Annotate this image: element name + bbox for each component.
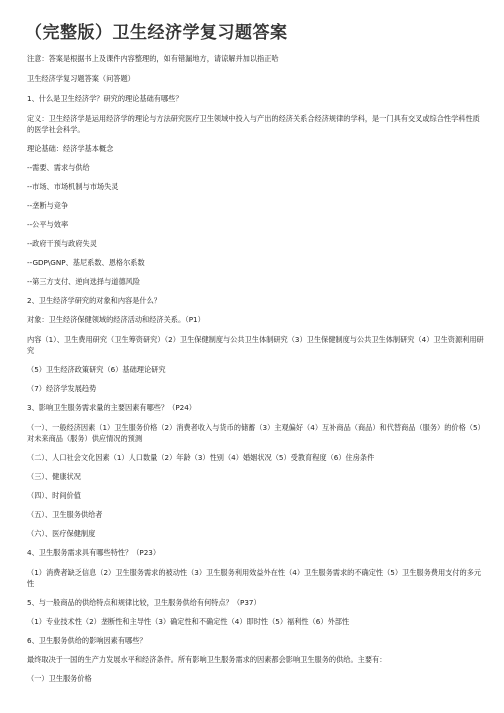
- question-5: 5、与一般商品的供给特点和规律比较，卫生服务供给有何特点？（P37）: [27, 598, 261, 607]
- answer-paragraph: （一）、一般经济因素（1）卫生服务价格（2）消费者收入与货币的储蓄（3）主观偏好（4）互补商品（商品）和代替商品（服务）的价格（5）对未来商品（服务）供应情况的预测: [27, 423, 482, 443]
- question-1: 1、什么是卫生经济学？研究的理论基础有哪些？: [27, 94, 183, 103]
- list-item: --GDP\GNP、基尼系数、恩格尔系数: [27, 258, 145, 267]
- answer-line: （三）、健康状况: [27, 472, 81, 481]
- question-6: 6、卫生服务供给的影响因素有哪些？: [27, 636, 147, 645]
- section-heading: 卫生经济学复习题答案（问答题）: [27, 74, 135, 83]
- answer-line: 理论基础：经济学基本概念: [27, 144, 114, 153]
- question-4: 4、卫生服务需求具有哪些特性？（P23）: [27, 548, 161, 557]
- list-item: --需要、需求与供给: [27, 163, 90, 172]
- list-item: --第三方支付、逆向选择与道德风险: [27, 277, 141, 286]
- answer-line: 最终取决于一国的生产力发展水平和经济条件。所有影响卫生服务需求的因素都会影响卫生服务的供给。主要有：: [27, 655, 387, 664]
- answer-line: （5）卫生经济政策研究（6）基础理论研究: [27, 365, 166, 374]
- list-item: --垄断与竞争: [27, 201, 69, 210]
- answer-paragraph: 内容（1）、卫生费用研究（卫生筹资研究）（2）卫生保健制度与公共卫生体制研究（3）卫生保健制度与公共卫生体制研究（4）卫生资源利用研究: [27, 335, 484, 355]
- list-item: --公平与效率: [27, 220, 69, 229]
- note-line: 注意：答案是根据书上及课件内容整理的，如有错漏地方，请谅解并加以指正哈: [27, 54, 279, 63]
- answer-line: （一）卫生服务价格: [27, 674, 92, 683]
- answer-paragraph: （1）消费者缺乏信息（2）卫生服务需求的被动性（3）卫生服务利用效益外在性（4）卫生服务需求的不确定性（5）卫生服务费用支付的多元性: [27, 568, 482, 588]
- answer-line: （二）、人口社会文化因素（1）人口数量（2）年龄（3）性别（4）婚姻状况（5）受教育程度（6）住房条件: [27, 453, 375, 462]
- answer-line: （7）经济学发展趋势: [27, 384, 97, 393]
- document-title: （完整版）卫生经济学复习题答案: [25, 23, 288, 43]
- answer-line: （1）专业技术性（2）垄断性和主导性（3）确定性和不确定性（4）即时性（5）福利性（6）外部性: [27, 617, 350, 626]
- answer-line: （六）、医疗保健制度: [27, 529, 96, 538]
- answer-line: （四）、时间价值: [27, 491, 81, 500]
- answer-paragraph: 定义：卫生经济学是运用经济学的理论与方法研究医疗卫生领域中投入与产出的经济关系合经济规律的学科，是一门具有交叉或综合性学科性质的医学社会科学。: [27, 114, 480, 134]
- list-item: --政府干预与政府失灵: [27, 239, 97, 248]
- answer-line: 对象：卫生经济保健领域的经济活动和经济关系。（P1）: [27, 315, 205, 324]
- list-item: --市场、市场机制与市场失灵: [27, 182, 119, 191]
- question-3: 3、影响卫生服务需求量的主要因素有哪些？（P24）: [27, 403, 196, 412]
- answer-line: （五）、卫生服务供给者: [27, 510, 103, 519]
- question-2: 2、卫生经济学研究的对象和内容是什么？: [27, 296, 161, 305]
